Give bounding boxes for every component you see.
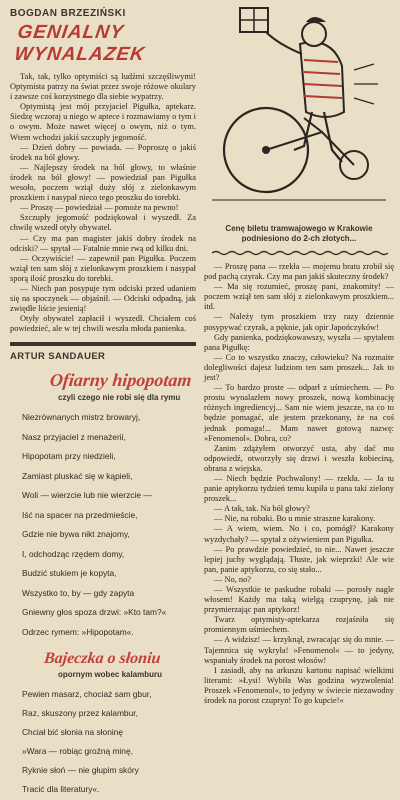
poem-author: ARTUR SANDAUER bbox=[10, 351, 106, 363]
article-paragraph: Twarz optymisty-aptekarza rozjaśniła się promiennym uśmiechem. bbox=[204, 615, 394, 635]
cartoon-illustration bbox=[204, 0, 394, 222]
poem-body bbox=[22, 408, 196, 642]
article-paragraph: — Niech będzie Pochwalony! — rzekła. — Ja tu panie aptykorzu tydzień temu kupiła u pana taki zielony proszek... bbox=[204, 473, 394, 504]
article-paragraph: — To bardzo proste — odparł z uśmiechem. — Po prostu wynalazłem nowy proszek, nową kombinację różnych ingrediencyj... Sam nie wiem jeszcze, na co to będzie pomagać, ale jestem przekonany, że na coś jednak pomaga!... Mam nawet gotową nazwę: »Fenomenol«. Dobra, co? bbox=[204, 383, 394, 443]
article-paragraph: — Niech pan posypuje tym odciski przed udaniem się na spoczynek — objaśnił. — Odciski odpadną, jak zwiędłe liście jesienią! bbox=[10, 283, 196, 314]
poem-line: Iść na spacer na przedmieście, bbox=[22, 509, 138, 520]
poem-line: »Wara — robiąc groźną minę, bbox=[22, 746, 133, 757]
wavy-divider bbox=[212, 250, 388, 256]
article-author: BOGDAN BRZEZIŃSKI bbox=[10, 8, 126, 19]
poem-line: Pewien masarz, chociaż sam gbur, bbox=[22, 689, 152, 700]
article-paragraph: — Czy ma pan magister jakiś dobry środek na odciski? — spytał — Fatalnie mnie rwą od kilku dni. bbox=[10, 233, 196, 253]
article-paragraph: — No, no? bbox=[214, 574, 251, 584]
article-paragraph: Zanim zdążyłem otworzyć usta, aby dać mu odpowiedź, otworzyły się drzwi i weszła kobieciną, obrana z wiejska. bbox=[204, 443, 394, 473]
article-paragraph: — A wiem, wiem. No i co, pomógł? Karakony wyzdychały? — spytał z ożywieniem pan Pigułka. bbox=[204, 524, 394, 544]
poem2-title: Bajeczka o słoniu bbox=[43, 650, 162, 668]
article-paragraph: — Należy tym proszkiem trzy razy dziennie posypywać czyrak, a pęknie, jak opir Japończyków! bbox=[204, 312, 394, 332]
article-paragraph: Otyły obywatel zapłacił i wyszedł. Chciałem coś powiedzieć, ale w tej chwili weszła młoda panienka. bbox=[10, 314, 196, 334]
article-paragraph: Optymistą jest mój przyjaciel Pigułka, aptekarz. Siedzę wczoraj u niego w aptece i rozmawiamy o tym i o owym. Może nawet więcej o owym, niż o tym. Wtem wchodzi jakiś szczupły jegomość. bbox=[10, 102, 196, 142]
article-paragraph: — Proszę — powiedział — pomoże na pewno! bbox=[20, 203, 179, 213]
poem-line: I, odchodząc rzędem domy, bbox=[22, 548, 125, 559]
poem-line: Raz, skuszony przez kalambur, bbox=[22, 708, 138, 719]
article-paragraph: Tak, tak, tylko optymiści są ludźmi szczęśliwymi! Optymista patrzy na świat przez swoje różowe okulary i zawsze coś korzystnego dla siebie wypatrzy. bbox=[10, 72, 196, 102]
article-paragraph: — Najlepszy środek na ból głowy, to właśnie środek na ból głowy! — powiedział pan Pigułka wesoło, poczem wziął duży słój z zielonkawym proszkiem i nasypał nieco tego proszku do torebki. bbox=[10, 162, 196, 203]
poem-line: Odrzec rymem: »Hipopotam«. bbox=[22, 626, 134, 637]
poem-line: Budzić stukiem je kopyta, bbox=[22, 568, 117, 579]
article-paragraph: Gdy panienka, podziękowawszy, wyszła — spytałem pana Pigułkę: bbox=[204, 332, 394, 352]
poem-line: Ryknie słoń — nie głupim skóry bbox=[22, 765, 139, 776]
poem-line: Niezrównanych mistrz browaryj, bbox=[22, 412, 141, 423]
article-title: GENIALNY WYNALAZEK bbox=[13, 22, 147, 65]
poem-line: Hipopotam przy niedzieli, bbox=[22, 451, 116, 462]
section-divider bbox=[10, 342, 196, 346]
poem-line: Zamiast pluskać się w kąpieli, bbox=[22, 470, 133, 481]
left-column bbox=[10, 8, 196, 799]
poem-line: Nasz przyjaciel z menażerii, bbox=[22, 431, 126, 442]
article-paragraph: — Oczywiście! — zapewnił pan Pigułka. Poczem wziął ten sam słój z zielonkawym proszkiem i nasypał sporą ilość proszku do torebki. bbox=[10, 253, 196, 283]
article-paragraph: — Proszę pana — rzekła — mojemu bratu zrobił się pod pachą czyrak. Czy ma pan jakiś skuteczny środek? bbox=[204, 262, 394, 282]
article-paragraph: — Wszystkie te paskudne robaki — porosły nagle włosem! Każdy ma taką wielgą czuprynę, jak nie przymierzając pan aptykorz! bbox=[204, 585, 394, 615]
article-paragraph: — Nie, na robaki. Bo u mnie straszne karakony. bbox=[214, 514, 376, 524]
article-paragraph: — Po prawdzie powiedzieć, to nie... Nawet jeszcze lepiej juchy wyglądają. Tłuste, jak wieprzki! Ale wie pan, panie aptykorzu, co się stało... bbox=[204, 544, 394, 574]
article-paragraph: — Co to wszystko znaczy, człowieku? Na rozmaite dolegliwości dajesz ludziom ten sam proszek... Jak to jest? bbox=[204, 352, 394, 383]
poem-line: Chciał bić słonia na słoninę bbox=[22, 727, 124, 738]
poem-line: Gniewny głos spoza drzwi: »Kto tam?« bbox=[22, 607, 167, 618]
poem-line: Tracić dla literatury«. bbox=[22, 784, 100, 795]
poem-line: Woli — wierzcie lub nie wierzcie — bbox=[22, 490, 152, 501]
illustration-caption: Cenę biletu tramwajowego w Krakowie podniesiono do 2-ch złotych... bbox=[225, 224, 373, 243]
poem-line: Wszystko to, by — gdy zapyta bbox=[22, 587, 135, 598]
poem-subtitle: czyli czego nie robi się dla rymu bbox=[58, 393, 181, 403]
article-paragraph: — Ma się rozumieć, proszę pani, znakomity! — poczem wziął ten sam słój z zielonkawym proszkiem... itd. bbox=[204, 282, 394, 312]
poem2-subtitle: opornym wobec kalamburu bbox=[58, 670, 163, 680]
article-continuation bbox=[204, 262, 394, 706]
poem-title: Ofiarny hipopotam bbox=[49, 370, 193, 391]
article-body bbox=[10, 72, 196, 334]
article-paragraph: — A tak, tak. Na ból głowy? bbox=[214, 504, 310, 514]
poem2-body bbox=[22, 685, 196, 799]
article-paragraph: I zasiadł, aby na arkuszu kartonu napisać wielkimi literami: »Łysi! Wybiła Was godzina wyzwolenia! Proszek »Fenomenol«, to jedyny w świecie niezawodny środek na porost czupryn! To go kupcie!« bbox=[204, 665, 394, 706]
article-paragraph: — Dzień dobry — powiada. — Poproszę o jakiś środek na ból głowy. bbox=[10, 142, 196, 162]
poem-line: Gdzie nie bywa nikt znajomy, bbox=[22, 529, 130, 540]
article-paragraph: — A widzisz! — krzyknął, zwracając się do mnie. — Tajemnica się wykryła! »Fenomenol« — to jedyny, wspaniały środek na porost włosów! bbox=[204, 635, 394, 665]
article-paragraph: Szczupły jegomość podziękował i wyszedł. Za chwilę wszedł otyły obywatel. bbox=[10, 213, 196, 233]
